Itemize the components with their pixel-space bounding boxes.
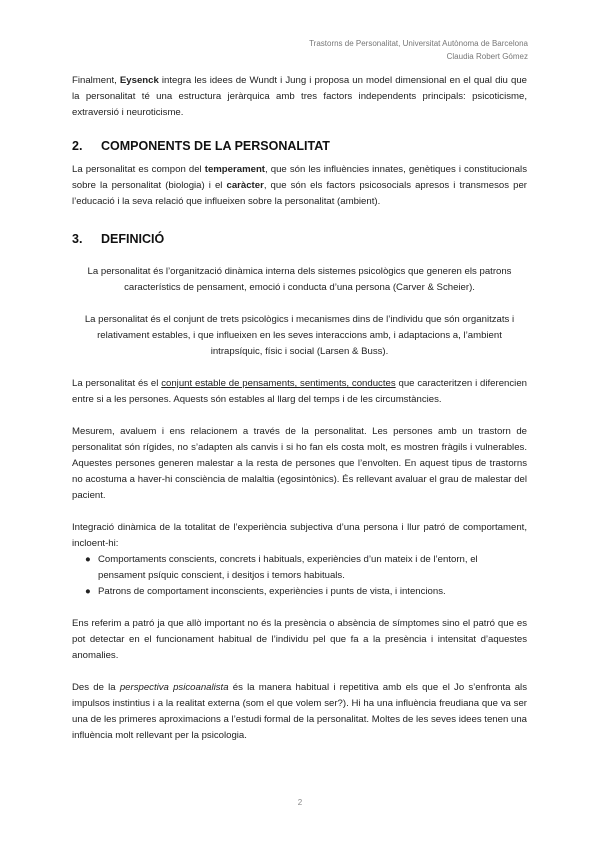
bullet-text: Patrons de comportament inconscients, experiències i punts de vista, i intencions. [98,586,446,597]
s2-text-c: , que són els factors psicosocials apresos i transmesos per l’educació i la seva relació que influeixen sobre la personalitat (ambient). [72,180,527,207]
header-author: Claudia Robert Gómez [446,52,528,61]
section-3-paragraph-1 [72,376,527,408]
section-2-paragraph [72,162,527,210]
intro-bold-eysenck: Eysenck [119,75,159,86]
page-content [72,73,527,744]
bullet-icon: ● [85,586,91,597]
definition-quote-1: La personalitat és l’organització dinàmica interna dels sistemes psicològics que generen els patrons característics de pensament, emoció i conducta d’una persona (Carver & Scheier). [87,266,512,293]
header-course: Trastorns de Personalitat, Universitat Autònoma de Barcelona [309,39,528,48]
section-2-title: COMPONENTS DE LA PERSONALITAT [101,139,330,153]
bullet-list [72,552,527,600]
list-item [85,552,527,584]
section-3-paragraph-3: Integració dinàmica de la totalitat de l’experiència subjectiva d’una persona i llur patró de comportament, incloent-hi: [72,522,527,549]
s3p1-text-a: La personalitat és el [72,378,162,389]
bullet-text: Comportaments conscients, concrets i habituals, experiències d’un mateix i de l’entorn, el pensament psíquic conscient, i desitjos i temors habituals. [98,554,478,581]
s3p5-italic: perspectiva psicoanalista [119,682,229,693]
s2-text-b: , que són les influències innates, genètiques i constitucionals sobre la personalitat (biologia) i el [72,164,527,191]
s3p1-text-b: que caracteritzen i diferencien entre si a les persones. Aquests són estables al llarg del temps i de les circumstàncies. [72,378,527,405]
section-2-heading [72,138,527,155]
intro-text-b: integra les idees de Wundt i Jung i proposa un model dimensional en el qual diu que la personalitat té una estructura jeràrquica amb tres factors independents principals: psicoticisme, extraversió i neuroticisme. [72,75,527,118]
list-item [85,584,527,600]
definition-quote-2: La personalitat és el conjunt de trets psicològics i mecanismes dins de l’individu que són organitzats i relativament estables, i que influeixen en les seves interaccions amb, i adaptacions a, l’ambient intrapsíquic, físic i social (Larsen & Buss). [84,314,515,357]
section-3-paragraph-5 [72,680,527,744]
section-3-paragraph-4: Ens referim a patró ja que allò important no és la presència o absència de símptomes sino el patró que es pot detectar en el funcionament habitual de l’individu pel que fa a la presència i intensitat d’aquestes anomalies. [72,618,527,661]
s2-bold-temperament: temperament [204,164,265,175]
section-3-heading [72,231,527,248]
s2-text-a: La personalitat es compon del [72,164,205,175]
section-2-number: 2. [72,139,83,153]
s3p5-text-b: és la manera habitual i repetitiva amb els que el Jo s’enfronta als impulsos instintius i a la realitat externa (som el que volem ser?). Hi ha una influència freudiana que va ser una de les primeres aproximacions a l’estudi formal de la personalitat. Moltes de les seves idees tenen una influència molt rellevant per la psicologia. [72,682,527,741]
page-number: 2 [297,798,303,807]
intro-paragraph [72,73,527,121]
section-3-number: 3. [72,232,83,246]
intro-text-a: Finalment, [72,75,120,86]
section-3-paragraph-2: Mesurem, avaluem i ens relacionem a través de la personalitat. Les persones amb un trastorn de personalitat són rígides, no s’adapten als canvis i si ho fan els costa molt, es mostren fràgils i vulnerables. Aquestes persones generen malestar a la resta de persones que l’envolten. En aquest tipus de trastorns no acostuma a haver-hi consciència de malaltia (egosintònics). És rellevant avaluar el grau de malestar del pacient. [72,426,527,501]
s3p5-text-a: Des de la [72,682,120,693]
bullet-icon: ● [85,554,91,565]
section-3-title: DEFINICIÓ [101,232,165,246]
s3p1-underlined: conjunt estable de pensaments, sentiments, conductes [161,378,396,389]
page-header [309,37,528,63]
s2-bold-caracter: caràcter [226,180,264,191]
